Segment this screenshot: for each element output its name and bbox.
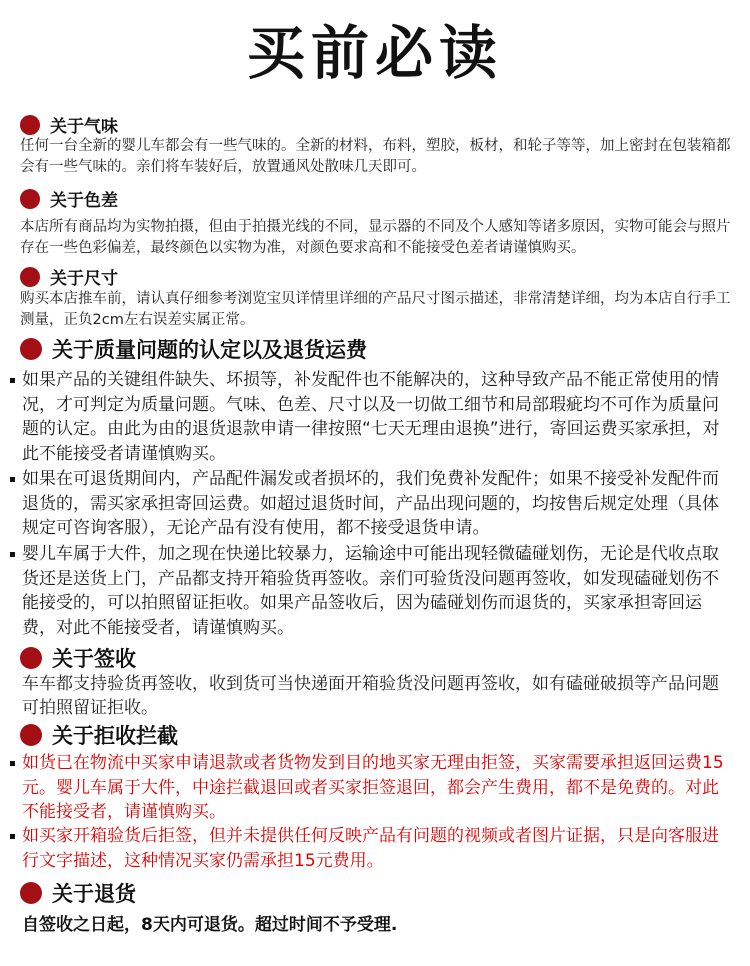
section-heading-returns — [20, 878, 136, 908]
section-heading-label: 关于气味 — [50, 117, 118, 137]
section-text-returns: 自签收之日起，8天内可退货。超过时间不予受理. — [22, 915, 398, 935]
bullet-dot-icon — [20, 189, 40, 209]
list-item: 如果产品的关键组件缺失、坏损等，补发配件也不能解决的，这种导致产品不能正常使用的情况，才可判定为质量问题。气味、色差、尺寸以及一切做工细节和局部瑕疵均不可作为质量问题的认定。由此为由的退货退款申请一律按照“七天无理由退换”进行，寄回运费买家承担，对此不能接受者请谨慎购买。 — [8, 368, 728, 466]
bullet-dot-icon — [20, 267, 40, 287]
bullet-dot-icon — [20, 647, 42, 669]
bullet-dot-icon — [20, 338, 42, 360]
section-heading-smell — [20, 112, 118, 137]
section-heading-label: 关于色差 — [50, 191, 118, 211]
section-heading-size — [20, 264, 118, 289]
bullet-dot-icon — [20, 724, 42, 746]
section-heading-label: 关于拒收拦截 — [52, 724, 178, 748]
section-heading-color — [20, 186, 118, 211]
section-text-color: 本店所有商品均为实物拍摄，但由于拍摄光线的不同，显示器的不同及个人感知等诸多原因，实物可能会与照片存在一些色彩偏差，最终颜色以实物为准，对颜色要求高和不能接受色差者请谨慎购买。 — [20, 219, 731, 256]
section-heading-label: 关于退货 — [52, 882, 136, 906]
page-title: 买前必读 — [246, 19, 503, 87]
list-item: 如果在可退货期间内，产品配件漏发或者损坏的，我们免费补发配件；如果不接受补发配件而退货的，需买家承担寄回运费。如超过退货时间，产品出现问题的，均按售后规定处理（具体规定可咨询客服），无论产品有没有使用，都不接受退货申请。 — [8, 467, 728, 541]
section-text-signing: 车车都支持验货再签收，收到货可当快递面开箱验货没问题再签收，如有磕碰破损等产品问题可拍照留证拒收。 — [22, 674, 719, 718]
section-text-size: 购买本店推车前，请认真仔细参考浏览宝贝详情里详细的产品尺寸图示描述，非常清楚详细，均为本店自行手工测量，正负2cm左右误差实属正常。 — [20, 291, 731, 328]
section-heading-label: 关于尺寸 — [50, 269, 118, 289]
section-heading-label: 关于签收 — [52, 647, 136, 671]
section-heading-label: 关于质量问题的认定以及退货运费 — [52, 338, 367, 362]
section-heading-rejection — [20, 720, 178, 750]
list-item: 如货已在物流中买家申请退款或者货物发到目的地买家无理由拒签，买家需要承担返回运费15元。婴儿车属于大件，中途拦截退回或者买家拒签退回，都会产生费用，都不是免费的。对此不能接受者，请谨慎购买。 — [8, 751, 728, 825]
section-text-smell: 任何一台全新的婴儿车都会有一些气味的。全新的材料，布料，塑胶，板材，和轮子等等，加上密封在包装箱都会有一些气味的。亲们将车装好后，放置通风处散味几天即可。 — [20, 138, 731, 175]
section-heading-quality — [20, 334, 367, 364]
list-item: 如买家开箱验货后拒签，但并未提供任何反映产品有问题的视频或者图片证据，只是向客服进行文字描述，这种情况买家仍需承担15元费用。 — [8, 824, 728, 873]
bullet-dot-icon — [20, 115, 40, 135]
bullet-dot-icon — [20, 882, 42, 904]
section-heading-signing — [20, 643, 136, 673]
list-item: 婴儿车属于大件，加之现在快递比较暴力，运输途中可能出现轻微磕碰划伤，无论是代收点取货还是送货上门，产品都支持开箱验货再签收。亲们可验货没问题再签收，如发现磕碰划伤不能接受的，可以拍照留证拒收。如果产品签收后，因为磕碰划伤而退货的，买家承担寄回运费，对此不能接受者，请谨慎购买。 — [8, 542, 728, 640]
